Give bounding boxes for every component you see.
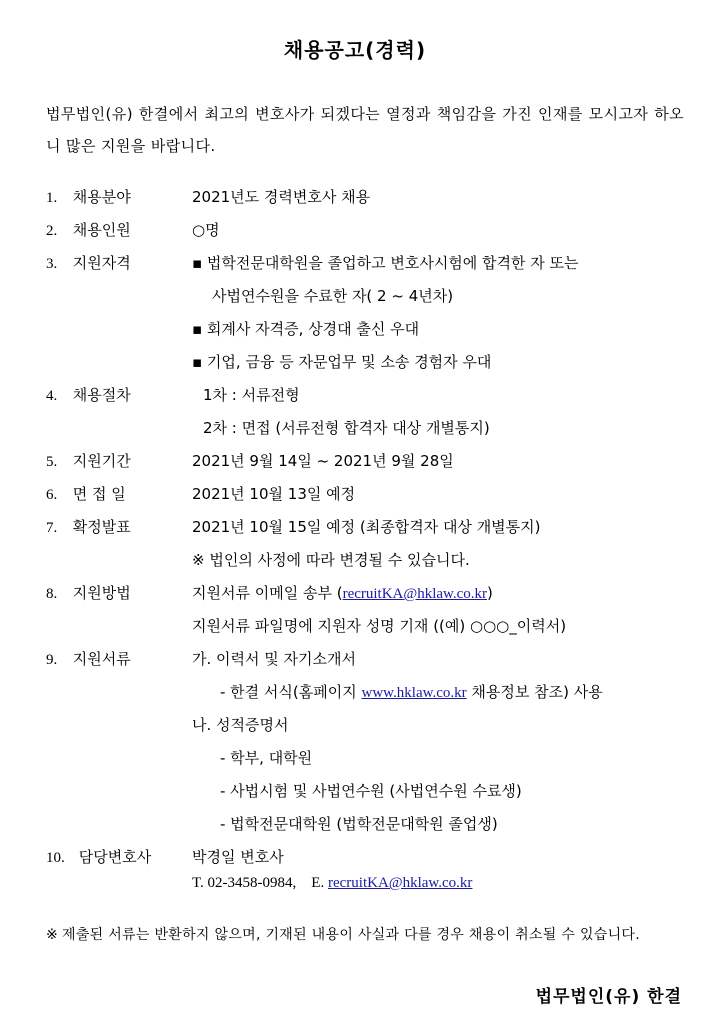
item-required-documents xyxy=(46,649,131,670)
footer-notice xyxy=(46,920,684,950)
process-step: 2차 : 면접 (서류전형 합격자 대상 개별통지) xyxy=(203,419,490,437)
page-title: 채용공고(경력) xyxy=(283,38,427,62)
document-detail: - 학부, 대학원 xyxy=(220,749,313,767)
notice-mark: ※ xyxy=(46,927,59,943)
item-application-method xyxy=(46,583,131,604)
document-group-a: 가. 이력서 및 자기소개서 xyxy=(192,650,356,668)
contact-phone: T. 02-3458-0984, xyxy=(192,875,297,891)
document-group-b: 나. 성적증명서 xyxy=(192,716,289,734)
firm-signature: 법무법인(유) 한결 xyxy=(535,987,682,1007)
item-number: 3. xyxy=(46,256,58,272)
item-label: 지원방법 xyxy=(72,584,131,602)
item-value: 2021년 9월 14일 ~ 2021년 9월 28일 xyxy=(192,452,454,470)
item-number: 9. xyxy=(46,652,58,668)
filename-instruction: 지원서류 파일명에 지원자 성명 기재 ((예) ○○○_이력서) xyxy=(192,617,567,635)
item-qualifications xyxy=(46,253,131,274)
item-label: 담당변호사 xyxy=(78,848,152,866)
homepage-link[interactable]: www.hklaw.co.kr xyxy=(361,685,467,701)
item-number: 5. xyxy=(46,454,58,470)
qualification-line: 사법연수원을 수료한 자( 2 ~ 4년차) xyxy=(212,287,454,305)
item-number: 10. xyxy=(46,850,65,866)
detail-text: 채용정보 참조) 사용 xyxy=(466,683,603,701)
item-recruit-field xyxy=(46,187,131,208)
item-value: ○명 xyxy=(192,221,220,239)
item-number: 8. xyxy=(46,586,58,602)
item-interview-date xyxy=(46,484,126,505)
method-text-close: ) xyxy=(487,584,493,602)
item-value: 2021년 10월 13일 예정 xyxy=(192,485,356,503)
process-step: 1차 : 서류전형 xyxy=(203,386,300,404)
qualification-line: ▪ 기업, 금융 등 자문업무 및 소송 경험자 우대 xyxy=(192,353,492,371)
contact-info xyxy=(192,873,472,893)
contact-email-prefix: E. xyxy=(311,875,328,891)
item-application-period xyxy=(46,451,131,472)
detail-text: - 한결 서식(홈페이지 xyxy=(220,683,362,701)
item-value: 2021년 10월 15일 예정 (최종합격자 대상 개별통지) xyxy=(192,518,541,536)
contact-email-link[interactable]: recruitKA@hklaw.co.kr xyxy=(327,875,473,891)
application-method-line xyxy=(192,583,493,604)
method-text: 지원서류 이메일 송부 ( xyxy=(192,584,343,602)
item-label: 지원서류 xyxy=(72,650,131,668)
item-label: 지원자격 xyxy=(72,254,131,272)
item-contact-attorney xyxy=(46,847,151,868)
qualification-line: ▪ 법학전문대학원을 졸업하고 변호사시험에 합격한 자 또는 xyxy=(192,254,579,272)
item-label: 확정발표 xyxy=(72,518,131,536)
item-label: 채용인원 xyxy=(72,221,131,239)
item-label: 채용절차 xyxy=(72,386,131,404)
document-detail: - 법학전문대학원 (법학전문대학원 졸업생) xyxy=(220,815,498,833)
intro-paragraph: 법무법인(유) 한결에서 최고의 변호사가 되겠다는 열정과 책임감을 가진 인재를 모시고자 하오니 많은 지원을 바랍니다. xyxy=(46,105,684,155)
item-label: 지원기간 xyxy=(72,452,131,470)
item-number: 2. xyxy=(46,223,58,239)
item-value: 2021년도 경력변호사 채용 xyxy=(192,188,371,206)
item-number: 6. xyxy=(46,487,58,503)
item-final-announcement xyxy=(46,517,131,538)
qualification-line: ▪ 회계사 자격증, 상경대 출신 우대 xyxy=(192,320,420,338)
item-label: 채용분야 xyxy=(72,188,131,206)
recruit-email-link[interactable]: recruitKA@hklaw.co.kr xyxy=(342,586,488,602)
item-label: 면 접 일 xyxy=(72,485,126,503)
item-number: 1. xyxy=(46,190,58,206)
item-headcount xyxy=(46,220,131,241)
item-number: 7. xyxy=(46,520,58,536)
document-detail xyxy=(220,682,603,703)
schedule-change-note: ※ 법인의 사정에 따라 변경될 수 있습니다. xyxy=(192,551,470,569)
item-process xyxy=(46,385,131,406)
item-number: 4. xyxy=(46,388,58,404)
contact-name: 박경일 변호사 xyxy=(192,848,284,866)
notice-text: 제출된 서류는 반환하지 않으며, 기재된 내용이 사실과 다를 경우 채용이 취소될 수 있습니다. xyxy=(62,927,640,943)
document-detail: - 사법시험 및 사법연수원 (사법연수원 수료생) xyxy=(220,782,522,800)
